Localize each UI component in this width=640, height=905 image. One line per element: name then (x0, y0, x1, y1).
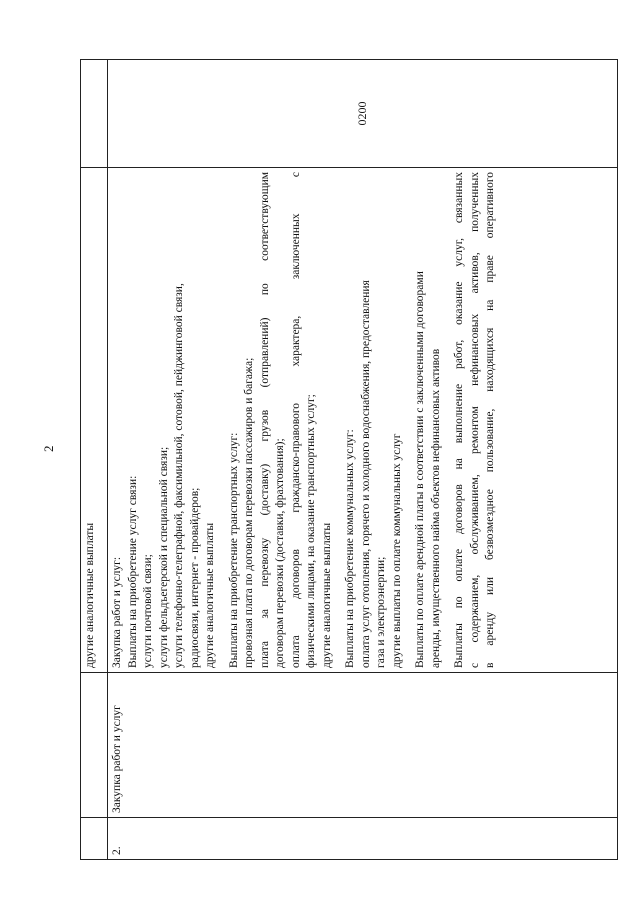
paragraph-transport (227, 172, 336, 668)
page-number: 2 (41, 445, 56, 452)
text-line: договорам перевозки (доставки, фрахтования); (274, 438, 286, 668)
text-line: радиосвязи, интернет - провайдеров; (188, 487, 201, 668)
text-line: услуги телефонно-телеграфной, факсимильной, сотовой, пейджинговой связи, (173, 283, 185, 668)
text-line: Закупка работ и услуг: (111, 556, 123, 668)
text-line: Выплаты на приобретение транспортных услуг: (227, 432, 240, 668)
text-line: Выплаты на приобретение услуг связи: (126, 475, 139, 668)
text-line: плата за перевозку (доставку) грузов (отправлений) по соответствующим (258, 172, 271, 668)
text-line: в аренду или безвозмездное пользование, находящихся на праве оперативного (484, 172, 496, 668)
text-line: Выплаты по оплате арендной платы в соответствии с заключенными договорами (414, 271, 426, 668)
text-line: газа и электроэнергии; (375, 556, 387, 668)
cell-description (108, 168, 618, 673)
paragraph-utilities (343, 172, 405, 668)
text-line: аренды, имущественного найма объектов нефинансовых активов (429, 348, 442, 668)
table-row (108, 60, 618, 860)
paragraph-maintenance (452, 172, 499, 668)
text-line: другие аналогичные выплаты (204, 522, 216, 668)
cell-code (81, 60, 108, 168)
cell-code: 0200 (108, 60, 618, 168)
text-line: оплата договоров гражданско-правового характера, заключенных с (289, 172, 302, 668)
text-line: Выплаты на приобретение коммунальных услуг: (344, 429, 356, 668)
text-line: провозная плата по договорам перевозки пассажиров и багажа; (243, 357, 255, 668)
cell-description: другие аналогичные выплаты (81, 168, 108, 673)
text-line: другие выплаты по оплате коммунальных услуг (390, 433, 403, 668)
text-line: другие аналогичные выплаты (320, 522, 333, 668)
text-line: с содержанием, обслуживанием, ремонтом нефинансовых активов, полученных (468, 172, 481, 668)
cell-number: 2. (108, 818, 618, 860)
paragraph-rent (413, 172, 444, 668)
text-line: физическими лицами, на оказание транспортных услуг; (305, 394, 317, 668)
text-line: оплата услуг отопления, горячего и холодного водоснабжения, предоставления (359, 280, 372, 668)
text-line: услуги почтовой связи; (142, 554, 154, 668)
text-line: Выплаты по оплате договоров на выполнение работ, оказание услуг, связанных (453, 172, 465, 668)
cell-name: Закупка работ и услуг (108, 673, 618, 818)
cell-name (81, 673, 108, 818)
text-line: услуги фельдъегерской и специальной связи; (157, 446, 170, 668)
payments-table (80, 59, 618, 860)
table-row (81, 60, 108, 860)
cell-number (81, 818, 108, 860)
paragraph-works-services (110, 172, 219, 668)
rotated-table-page (80, 60, 620, 860)
